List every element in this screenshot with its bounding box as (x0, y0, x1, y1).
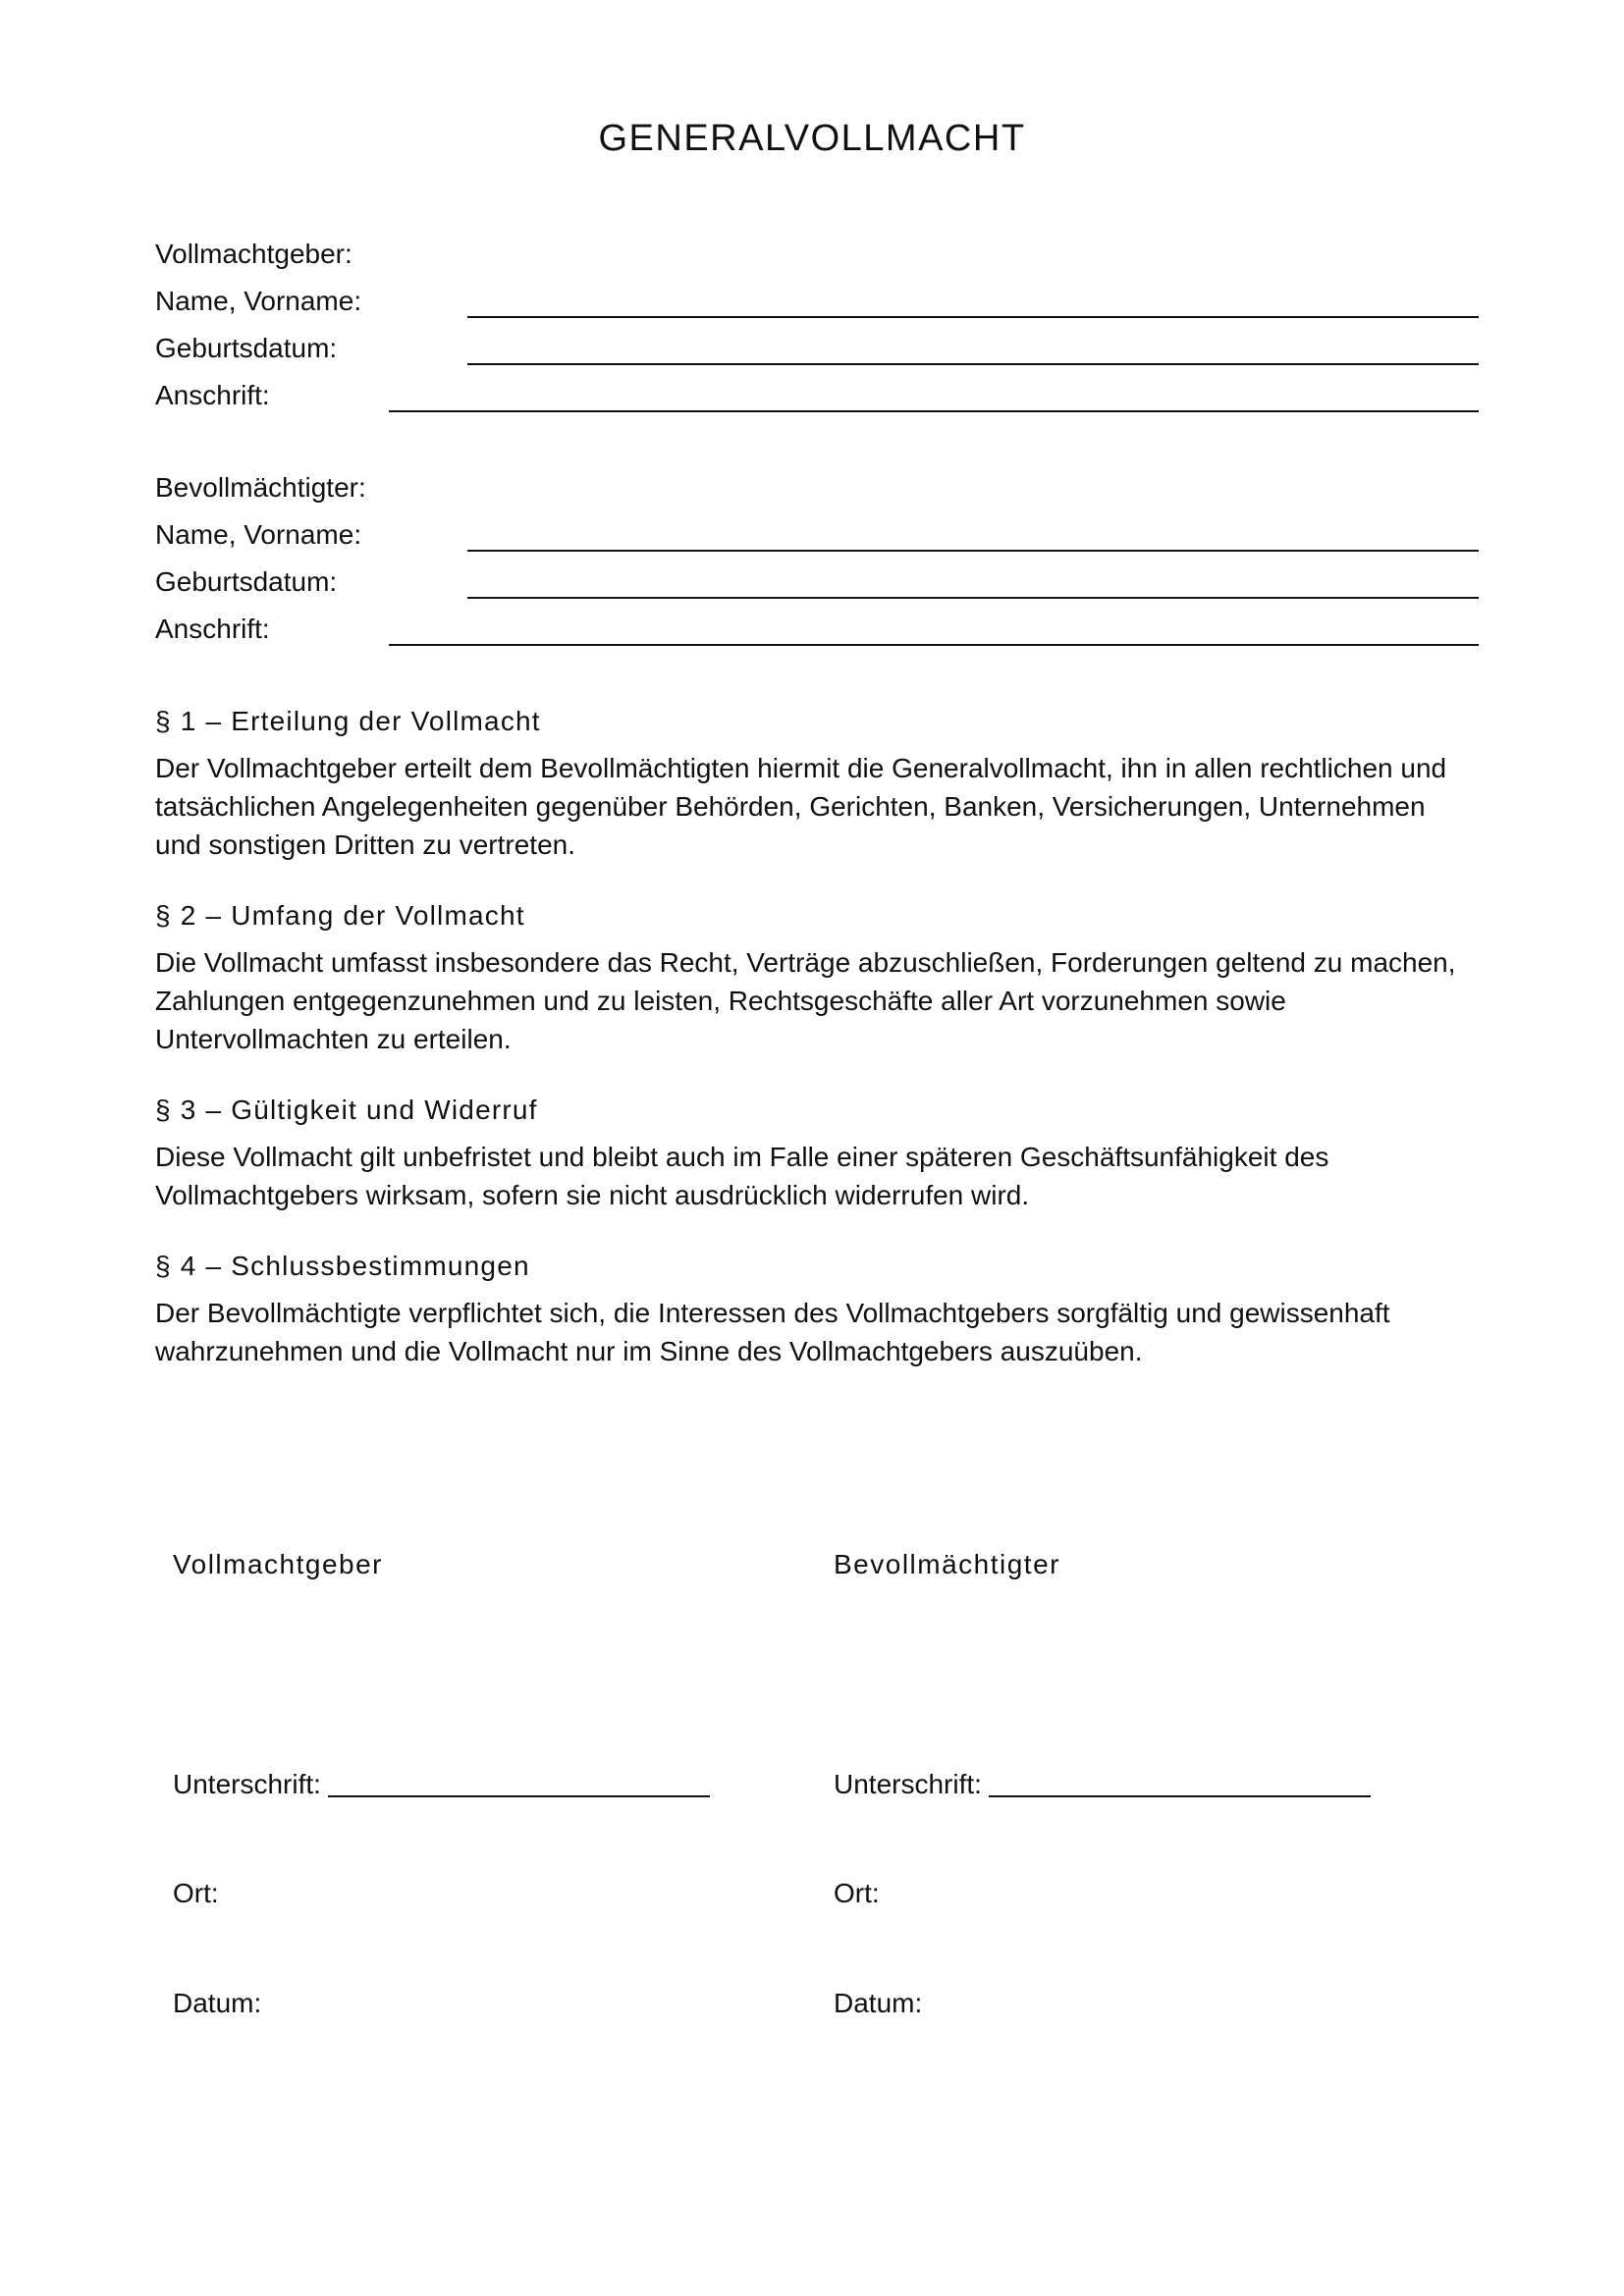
section-text: Die Vollmacht umfasst insbesondere das Recht, Verträge abzuschließen, Forderungen geltend zu machen, Zahlungen entgegenzunehmen und zu leisten, Rechtsgeschäfte aller Art vorzunehmen sowie Untervollmachten zu erteilen. (155, 947, 1456, 1054)
signature-attorney-place-label: Ort: (834, 1878, 880, 1908)
signature-attorney-heading: Bevollmächtigter (834, 1549, 1060, 1579)
grantor-address-field[interactable] (389, 410, 1479, 412)
grantor-address-label: Anschrift: (155, 380, 270, 410)
section-heading: § 3 – Gültigkeit und Widerruf (155, 1095, 538, 1125)
attorney-heading: Bevollmächtigter: (155, 472, 366, 503)
attorney-birthdate-field[interactable] (467, 597, 1479, 599)
signature-attorney-date-label: Datum: (834, 1988, 923, 2018)
signature-grantor-place-label: Ort: (173, 1878, 219, 1908)
document-title: GENERALVOLLMACHT (598, 118, 1026, 159)
section-text: Diese Vollmacht gilt unbefristet und bleibt auch im Falle einer späteren Geschäftsunfähigkeit des Vollmachtgebers wirksam, sofern sie nicht ausdrücklich widerrufen wird. (155, 1142, 1329, 1210)
signature-grantor-signature-label: Unterschrift: (173, 1769, 321, 1799)
attorney-address-label: Anschrift: (155, 614, 270, 644)
section-text: Der Bevollmächtigte verpflichtet sich, die Interessen des Vollmachtgebers sorgfältig und gewissenhaft wahrzunehmen und die Vollmacht nur im Sinne des Vollmachtgebers auszuüben. (155, 1298, 1390, 1366)
signature-grantor-signature-line[interactable] (328, 1795, 710, 1797)
grantor-birthdate-field[interactable] (467, 363, 1479, 365)
attorney-address-field[interactable] (389, 644, 1479, 646)
grantor-name-field[interactable] (467, 316, 1479, 318)
grantor-name-label: Name, Vorname: (155, 286, 362, 316)
grantor-birthdate-label: Geburtsdatum: (155, 333, 338, 363)
signature-grantor-date-label: Datum: (173, 1988, 262, 2018)
signature-attorney-signature-line[interactable] (989, 1795, 1371, 1797)
section-text: Der Vollmachtgeber erteilt dem Bevollmächtigten hiermit die Generalvollmacht, ihn in allen rechtlichen und tatsächlichen Angelegenheiten gegenüber Behörden, Gerichten, Banken, Versicherungen, Unternehmen und sonstigen Dritten zu vertreten. (155, 753, 1447, 860)
attorney-name-field[interactable] (467, 550, 1479, 552)
section-heading: § 1 – Erteilung der Vollmacht (155, 706, 541, 736)
attorney-name-label: Name, Vorname: (155, 519, 362, 550)
section-heading: § 2 – Umfang der Vollmacht (155, 900, 525, 931)
attorney-birthdate-label: Geburtsdatum: (155, 566, 338, 597)
signature-attorney-signature-label: Unterschrift: (834, 1769, 982, 1799)
signature-grantor-heading: Vollmachtgeber (173, 1549, 384, 1579)
section-heading: § 4 – Schlussbestimmungen (155, 1251, 530, 1281)
grantor-heading: Vollmachtgeber: (155, 239, 352, 269)
